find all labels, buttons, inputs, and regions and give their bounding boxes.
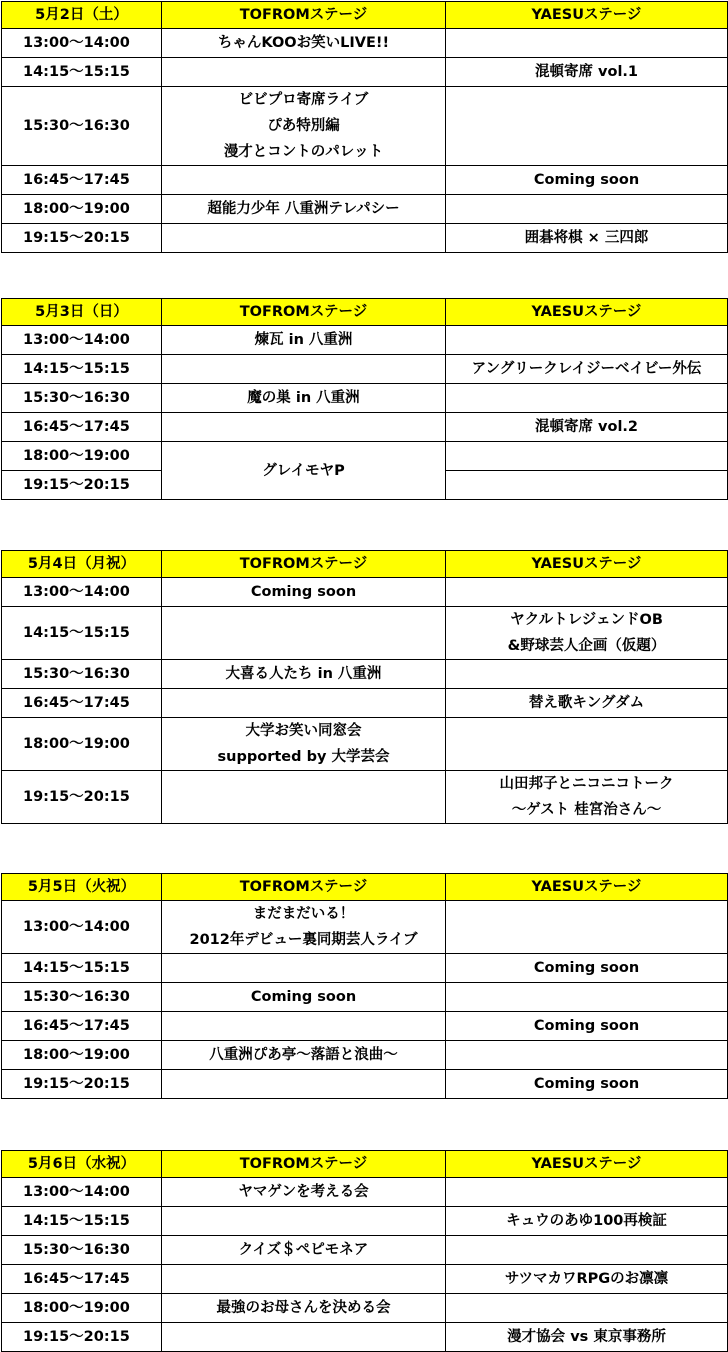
yaesu-event	[446, 901, 728, 954]
schedule-row	[2, 983, 728, 1012]
event-title-line: キュウのあゆ100再検証	[506, 1213, 667, 1229]
tofrom-stage-header: TOFROMステージ	[162, 874, 446, 901]
schedule-table	[1, 550, 728, 824]
time-slot: 15:30〜16:30	[2, 384, 162, 413]
time-slot: 14:15〜15:15	[2, 607, 162, 660]
event-title-line: Coming soon	[533, 172, 640, 188]
yaesu-stage-header: YAESUステージ	[446, 2, 728, 29]
event-title-line: 超能力少年 八重洲テレパシー	[207, 201, 400, 217]
event-title-line: 大学お笑い同窓会	[245, 723, 362, 739]
yaesu-event	[446, 718, 728, 771]
yaesu-stage-header: YAESUステージ	[446, 299, 728, 326]
event-title-line: まだまだいる！	[252, 906, 355, 922]
event-title-line: 最強のお母さんを決める会	[216, 1300, 391, 1316]
tofrom-event	[162, 384, 446, 413]
event-title-line: 漫才協会 vs 東京事務所	[507, 1329, 666, 1345]
yaesu-stage-header: YAESUステージ	[446, 1151, 728, 1178]
event-title-line: 替え歌キングダム	[528, 695, 645, 711]
event-title-line: 煉瓦 in 八重洲	[254, 332, 353, 348]
time-slot: 16:45〜17:45	[2, 166, 162, 195]
date-header: 5月3日（日）	[2, 299, 162, 326]
event-title-line: ちゃんKOOお笑いLIVE!!	[217, 35, 390, 51]
time-slot: 15:30〜16:30	[2, 1236, 162, 1265]
event-title-line: 漫才とコントのパレット	[223, 144, 384, 160]
date-header: 5月2日（土）	[2, 2, 162, 29]
tofrom-event	[162, 87, 446, 166]
schedule-row	[2, 1294, 728, 1323]
yaesu-event	[446, 384, 728, 413]
schedule-row	[2, 1207, 728, 1236]
time-slot: 15:30〜16:30	[2, 87, 162, 166]
date-header: 5月6日（水祝）	[2, 1151, 162, 1178]
schedule-table	[1, 873, 728, 1099]
tofrom-event	[162, 326, 446, 355]
event-title-line: Coming soon	[250, 989, 357, 1005]
yaesu-event	[446, 355, 728, 384]
event-title-line: Coming soon	[533, 960, 640, 976]
header-row	[2, 2, 728, 29]
event-title-line: ヤクルトレジェンドOB	[510, 612, 663, 628]
schedule-row	[2, 166, 728, 195]
tofrom-stage-header: TOFROMステージ	[162, 299, 446, 326]
yaesu-event	[446, 607, 728, 660]
time-slot: 19:15〜20:15	[2, 471, 162, 500]
header-row	[2, 551, 728, 578]
schedule-row	[2, 1041, 728, 1070]
event-title-line: 魔の巣 in 八重洲	[247, 390, 360, 406]
tofrom-event	[162, 1012, 446, 1041]
tofrom-event	[162, 355, 446, 384]
schedule-row	[2, 384, 728, 413]
schedule-row	[2, 578, 728, 607]
time-slot: 13:00〜14:00	[2, 901, 162, 954]
yaesu-event	[446, 1178, 728, 1207]
yaesu-event	[446, 58, 728, 87]
schedule-table	[1, 1150, 728, 1352]
yaesu-event	[446, 689, 728, 718]
tofrom-event	[162, 195, 446, 224]
yaesu-event	[446, 660, 728, 689]
event-title-line: 山田邦子とニコニコトーク	[499, 776, 674, 792]
schedule-row	[2, 224, 728, 253]
tofrom-event	[162, 1041, 446, 1070]
time-slot: 19:15〜20:15	[2, 1323, 162, 1352]
yaesu-event	[446, 87, 728, 166]
event-title-line: &野球芸人企画（仮題）	[507, 638, 666, 654]
time-slot: 18:00〜19:00	[2, 718, 162, 771]
event-title-line: ヤマゲンを考える会	[238, 1184, 369, 1200]
event-title-line: ぴあ特別編	[267, 118, 340, 134]
schedule-row	[2, 771, 728, 824]
tofrom-event	[162, 1236, 446, 1265]
tofrom-event	[162, 1070, 446, 1099]
tofrom-event	[162, 58, 446, 87]
yaesu-event	[446, 29, 728, 58]
yaesu-event	[446, 1012, 728, 1041]
tofrom-event	[162, 1207, 446, 1236]
tofrom-event	[162, 983, 446, 1012]
schedule-row	[2, 442, 728, 471]
time-slot: 19:15〜20:15	[2, 1070, 162, 1099]
yaesu-event	[446, 442, 728, 471]
time-slot: 13:00〜14:00	[2, 326, 162, 355]
schedule-row	[2, 689, 728, 718]
tofrom-event	[162, 689, 446, 718]
event-title-line: アングリークレイジーベイビー外伝	[471, 361, 702, 377]
date-header: 5月5日（火祝）	[2, 874, 162, 901]
time-slot: 14:15〜15:15	[2, 954, 162, 983]
tofrom-stage-header: TOFROMステージ	[162, 551, 446, 578]
yaesu-event	[446, 1236, 728, 1265]
tofrom-event	[162, 166, 446, 195]
yaesu-event	[446, 578, 728, 607]
schedule-row	[2, 29, 728, 58]
time-slot: 18:00〜19:00	[2, 195, 162, 224]
schedule-row	[2, 1236, 728, 1265]
event-title-line: 大喜る人たち in 八重洲	[225, 666, 382, 682]
event-title-line: 囲碁将棋 × 三四郎	[524, 230, 649, 246]
tofrom-stage-header: TOFROMステージ	[162, 1151, 446, 1178]
time-slot: 14:15〜15:15	[2, 1207, 162, 1236]
yaesu-stage-header: YAESUステージ	[446, 874, 728, 901]
header-row	[2, 299, 728, 326]
time-slot: 16:45〜17:45	[2, 413, 162, 442]
tofrom-event	[162, 1294, 446, 1323]
event-title-line: クイズ＄ペピモネア	[238, 1242, 369, 1258]
yaesu-stage-header: YAESUステージ	[446, 551, 728, 578]
yaesu-event	[446, 1294, 728, 1323]
time-slot: 19:15〜20:15	[2, 771, 162, 824]
time-slot: 14:15〜15:15	[2, 58, 162, 87]
event-title-line: Coming soon	[533, 1076, 640, 1092]
schedule-table	[1, 1, 728, 253]
time-slot: 16:45〜17:45	[2, 1012, 162, 1041]
schedule-table	[1, 298, 728, 500]
tofrom-event	[162, 954, 446, 983]
tofrom-event	[162, 771, 446, 824]
yaesu-event	[446, 954, 728, 983]
event-title-line: 八重洲ぴあ亭〜落語と浪曲〜	[209, 1047, 398, 1063]
yaesu-event	[446, 471, 728, 500]
event-title-line: サツマカワRPGのお凛凛	[504, 1271, 669, 1287]
yaesu-event	[446, 1070, 728, 1099]
schedule-row	[2, 1323, 728, 1352]
schedule-row	[2, 607, 728, 660]
time-slot: 14:15〜15:15	[2, 355, 162, 384]
tofrom-event	[162, 607, 446, 660]
schedule-row	[2, 1178, 728, 1207]
yaesu-event	[446, 413, 728, 442]
yaesu-event	[446, 166, 728, 195]
yaesu-event	[446, 1323, 728, 1352]
schedule-row	[2, 718, 728, 771]
yaesu-event	[446, 1265, 728, 1294]
event-title-line: Coming soon	[250, 584, 357, 600]
schedule-row	[2, 355, 728, 384]
yaesu-event	[446, 1207, 728, 1236]
event-title-line: グレイモヤP	[262, 462, 345, 479]
time-slot: 19:15〜20:15	[2, 224, 162, 253]
tofrom-event	[162, 413, 446, 442]
yaesu-event	[446, 771, 728, 824]
schedule-row	[2, 326, 728, 355]
header-row	[2, 874, 728, 901]
tofrom-event	[162, 901, 446, 954]
tofrom-event	[162, 578, 446, 607]
event-title-line: supported by 大学芸会	[217, 749, 390, 765]
date-header: 5月4日（月祝）	[2, 551, 162, 578]
schedule-row	[2, 901, 728, 954]
event-title-line: 2012年デビュー裏同期芸人ライブ	[189, 932, 418, 948]
event-title-line: 混頓寄席 vol.2	[534, 419, 639, 435]
event-title-line: 混頓寄席 vol.1	[534, 64, 639, 80]
yaesu-event	[446, 224, 728, 253]
yaesu-event	[446, 195, 728, 224]
time-slot: 16:45〜17:45	[2, 689, 162, 718]
schedule-row	[2, 58, 728, 87]
time-slot: 18:00〜19:00	[2, 442, 162, 471]
event-title-line: Coming soon	[533, 1018, 640, 1034]
tofrom-event	[162, 29, 446, 58]
time-slot: 15:30〜16:30	[2, 983, 162, 1012]
event-title-line: 〜ゲスト 桂宮治さん〜	[511, 802, 662, 818]
event-title-line: ビビプロ寄席ライブ	[238, 92, 369, 108]
tofrom-event	[162, 718, 446, 771]
time-slot: 18:00〜19:00	[2, 1041, 162, 1070]
tofrom-event	[162, 1178, 446, 1207]
tofrom-event	[162, 224, 446, 253]
tofrom-event	[162, 660, 446, 689]
schedule-row	[2, 954, 728, 983]
time-slot: 16:45〜17:45	[2, 1265, 162, 1294]
schedule-row	[2, 1070, 728, 1099]
tofrom-event	[162, 1265, 446, 1294]
tofrom-stage-header: TOFROMステージ	[162, 2, 446, 29]
tofrom-event	[162, 1323, 446, 1352]
yaesu-event	[446, 983, 728, 1012]
yaesu-event	[446, 1041, 728, 1070]
time-slot: 13:00〜14:00	[2, 578, 162, 607]
schedule-row	[2, 87, 728, 166]
schedule-row	[2, 195, 728, 224]
time-slot: 13:00〜14:00	[2, 29, 162, 58]
schedule-row	[2, 1265, 728, 1294]
schedule-row	[2, 660, 728, 689]
yaesu-event	[446, 326, 728, 355]
schedule-row	[2, 413, 728, 442]
time-slot: 15:30〜16:30	[2, 660, 162, 689]
time-slot: 13:00〜14:00	[2, 1178, 162, 1207]
schedule-row	[2, 1012, 728, 1041]
header-row	[2, 1151, 728, 1178]
tofrom-event	[162, 442, 446, 500]
time-slot: 18:00〜19:00	[2, 1294, 162, 1323]
